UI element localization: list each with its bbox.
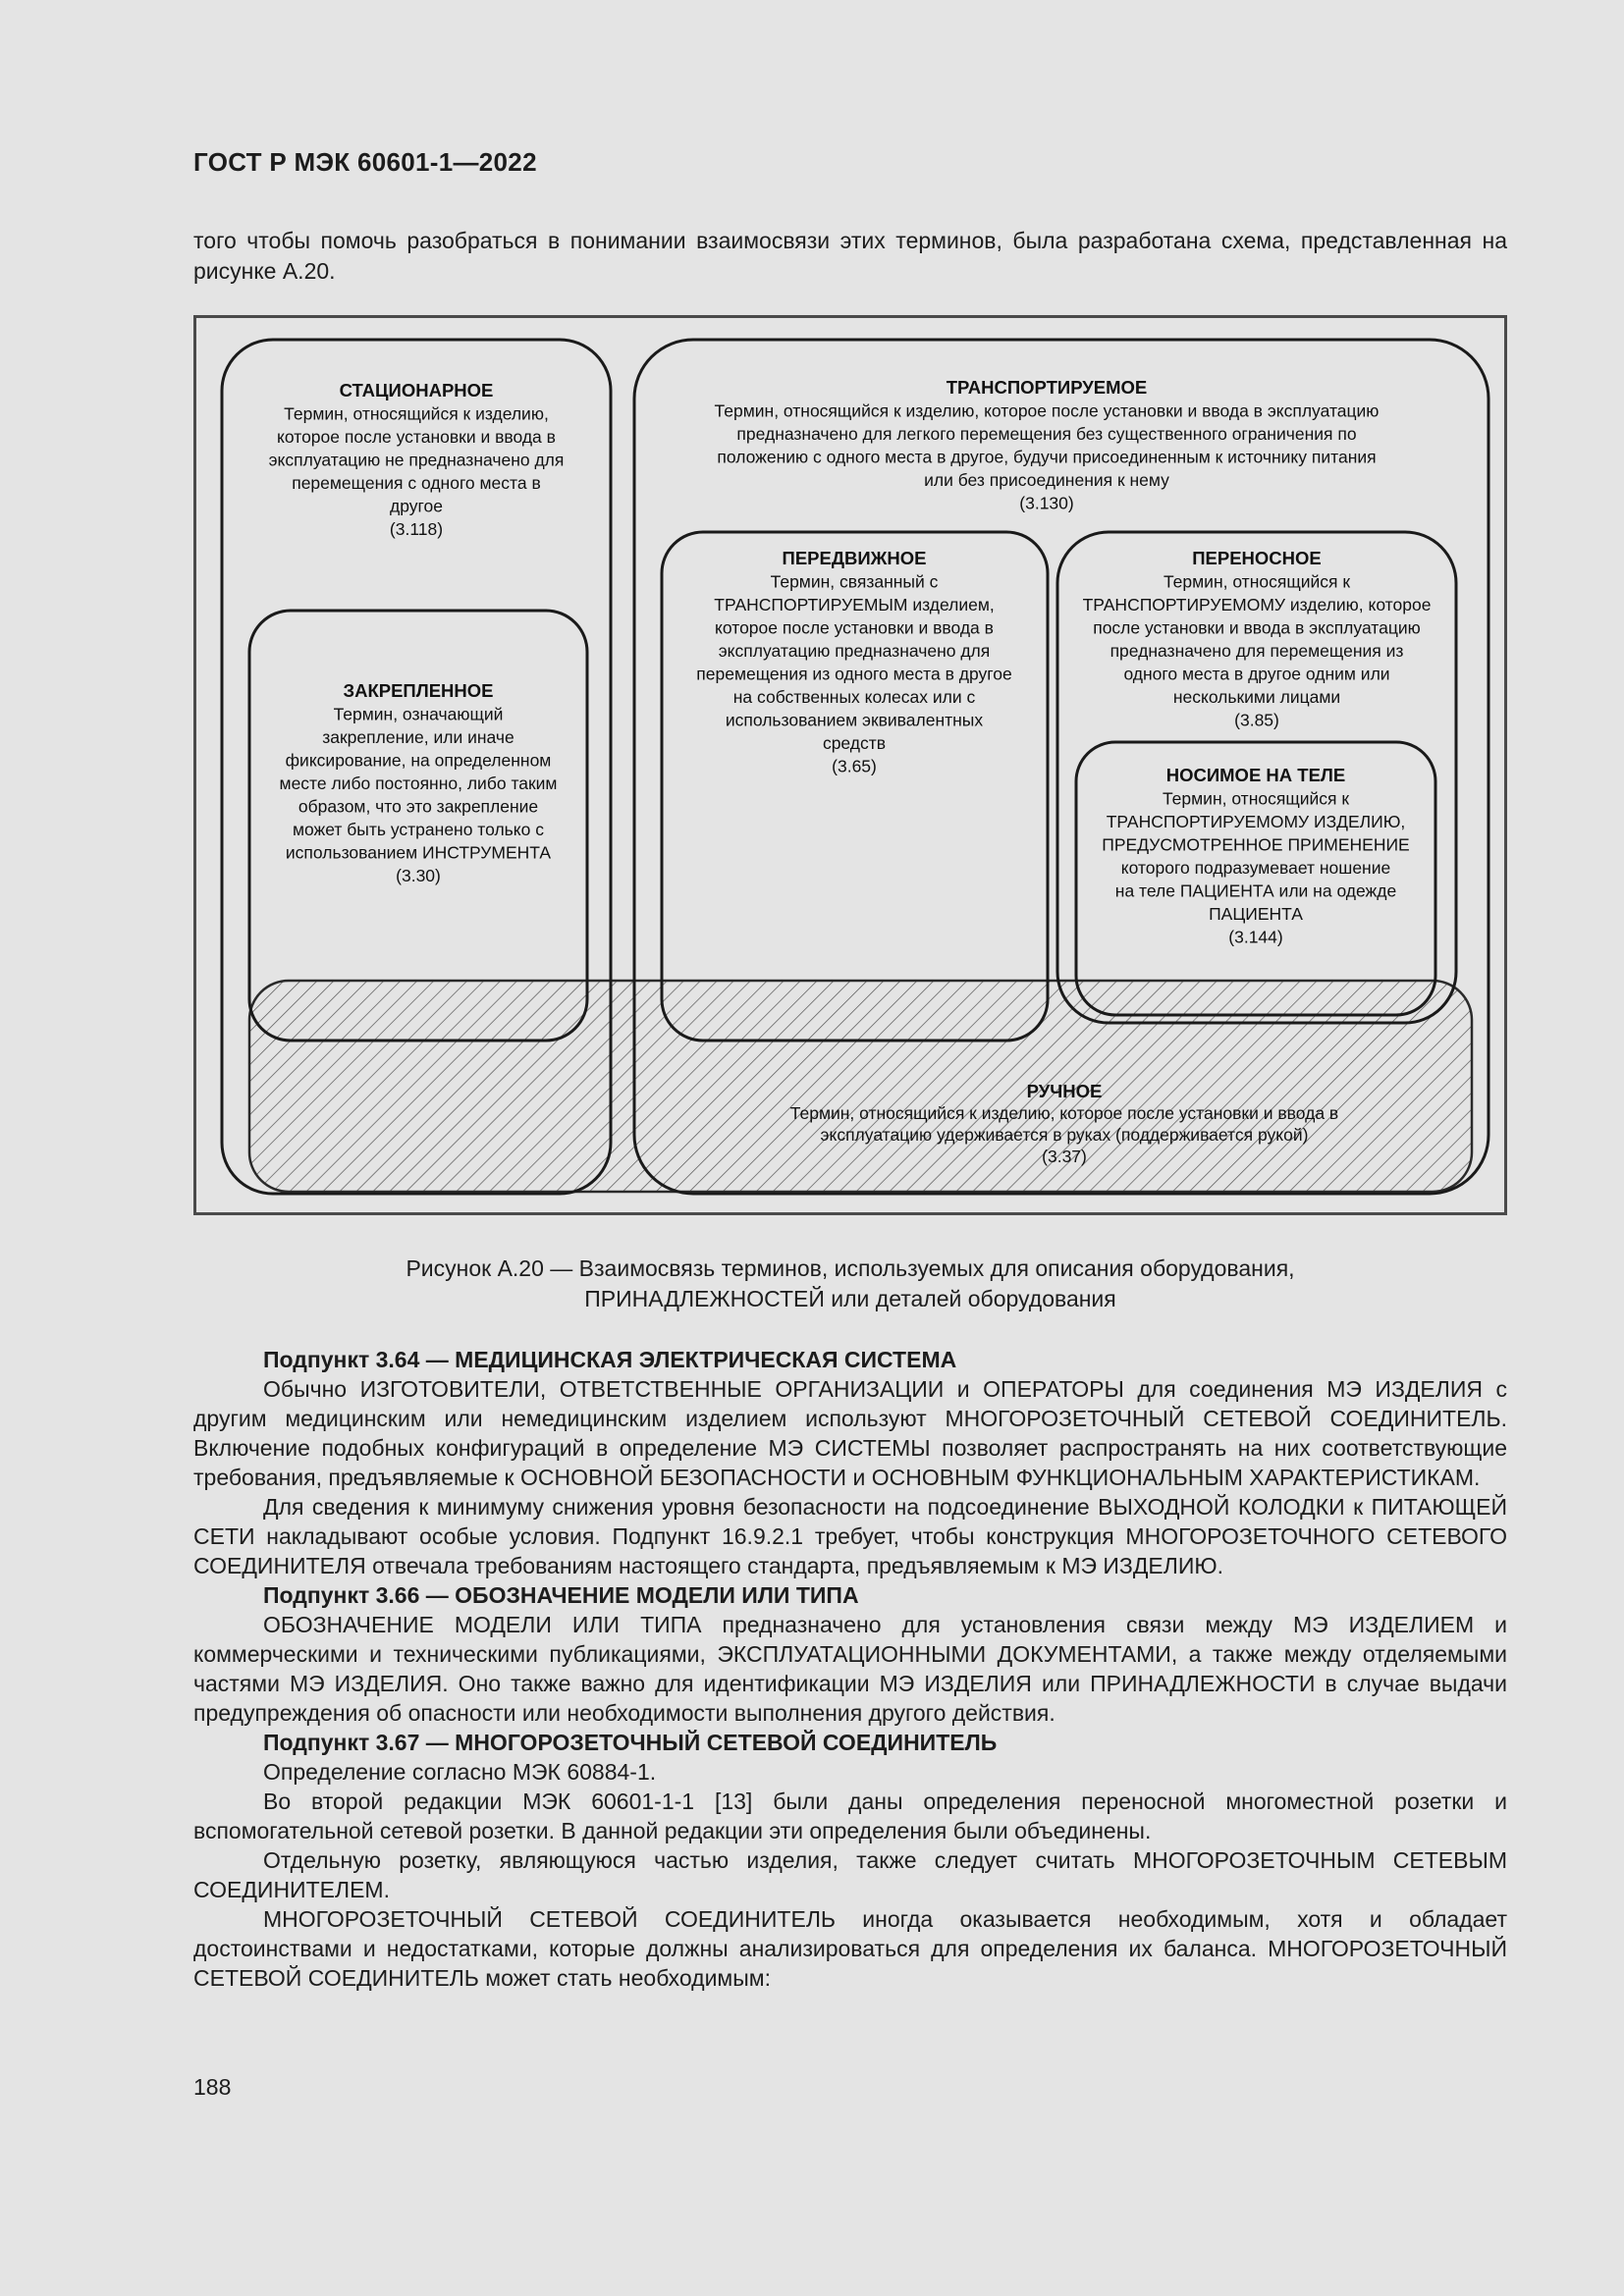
page-number: 188 — [193, 2074, 232, 2100]
hand-held-area — [249, 981, 1472, 1192]
portable-line: предназначено для перемещения из — [1110, 641, 1404, 661]
mobile-line: использованием эквивалентных — [725, 710, 984, 730]
hand-held-title: РУЧНОЕ — [1026, 1081, 1103, 1101]
body-text — [193, 1345, 1507, 1993]
transportable-line: или без присоединения к нему — [924, 470, 1169, 490]
fixed-title: ЗАКРЕПЛЕННОЕ — [343, 680, 494, 701]
body-worn-line: ПРЕДУСМОТРЕННОЕ ПРИМЕНЕНИЕ — [1102, 834, 1410, 855]
mobile-line: (3.65) — [832, 756, 877, 776]
subheading-3-66: Подпункт 3.66 — ОБОЗНАЧЕНИЕ МОДЕЛИ ИЛИ ТИПА — [263, 1582, 859, 1608]
fixed-line: Термин, означающий — [333, 704, 504, 724]
transportable-line: положению с одного места в другое, будучи присоединенным к источнику питания — [717, 447, 1377, 467]
transportable-title: ТРАНСПОРТИРУЕМОЕ — [946, 377, 1148, 398]
intro-paragraph: того чтобы помочь разобраться в понимании взаимосвязи этих терминов, была разработана схема, представленная на рисунке А.20. — [193, 228, 1507, 284]
portable-line: одного места в другое одним или — [1123, 664, 1390, 684]
fixed-line: фиксирование, на определенном — [285, 750, 552, 771]
hand-held-line: (3.37) — [1042, 1147, 1087, 1166]
portable-title: ПЕРЕНОСНОЕ — [1192, 548, 1322, 568]
mobile-line: Термин, связанный с — [770, 571, 939, 592]
body-worn-title: НОСИМОЕ НА ТЕЛЕ — [1165, 765, 1346, 785]
caption-line-2: ПРИНАДЛЕЖНОСТЕЙ или деталей оборудования — [584, 1286, 1116, 1311]
mobile-title: ПЕРЕДВИЖНОЕ — [782, 548, 927, 568]
terms-diagram — [196, 318, 1504, 1212]
stationary-line: (3.118) — [389, 519, 444, 539]
body-worn-line: на теле ПАЦИЕНТА или на одежде — [1114, 881, 1397, 901]
portable-text — [1083, 548, 1432, 730]
subheading-3-67: Подпункт 3.67 — МНОГОРОЗЕТОЧНЫЙ СЕТЕВОЙ СОЕДИНИТЕЛЬ — [263, 1730, 998, 1755]
paragraph: Отдельную розетку, являющуюся частью изделия, также следует считать МНОГОРОЗЕТОЧНЫМ СЕТЕВЫМ СОЕДИНИТЕЛЕМ. — [193, 1847, 1507, 1902]
caption-line-1: Рисунок А.20 — Взаимосвязь терминов, используемых для описания оборудования, — [406, 1255, 1295, 1281]
fixed-line: месте либо постоянно, либо таким — [279, 774, 558, 793]
fixed-text — [280, 680, 558, 885]
transportable-line: Термин, относящийся к изделию, которое после установки и ввода в эксплуатацию — [714, 400, 1380, 421]
stationary-line: которое после установки и ввода в — [277, 427, 556, 447]
hand-held-line: эксплуатацию удерживается в руках (поддерживается рукой) — [820, 1125, 1309, 1145]
fixed-line: использованием ИНСТРУМЕНТА — [285, 842, 552, 863]
body-worn-line: Термин, относящийся к — [1162, 788, 1350, 809]
mobile-text — [696, 548, 1011, 776]
paragraph: Для сведения к минимуму снижения уровня безопасности на подсоединение ВЫХОДНОЙ КОЛОДКИ к ПИТАЮЩЕЙ СЕТИ накладывают особые условия. Подпункт 16.9.2.1 требует, чтобы конструкция МНОГОРОЗЕТОЧНОГО СЕТЕВОГО СОЕДИНИТЕЛЯ отвечала требованиям настоящего стандарта, предъявляемым к МЭ ИЗДЕЛИЮ. — [193, 1494, 1507, 1578]
portable-line: ТРАНСПОРТИРУЕМОМУ изделию, которое — [1082, 595, 1432, 614]
stationary-line: перемещения с одного места в — [292, 473, 541, 493]
subheading-3-64: Подпункт 3.64 — МЕДИЦИНСКАЯ ЭЛЕКТРИЧЕСКАЯ СИСТЕМА — [263, 1347, 957, 1372]
body-worn-line: ПАЦИЕНТА — [1209, 904, 1303, 924]
stationary-title: СТАЦИОНАРНОЕ — [339, 380, 494, 400]
fixed-line: образом, что это закрепление — [298, 796, 539, 817]
portable-line: (3.85) — [1234, 710, 1279, 730]
document-header: ГОСТ Р МЭК 60601-1—2022 — [193, 147, 537, 177]
portable-line: Термин, относящийся к — [1163, 571, 1351, 592]
fixed-line: закрепление, или иначе — [322, 727, 514, 747]
portable-line: после установки и ввода в эксплуатацию — [1093, 617, 1421, 638]
paragraph: Обычно ИЗГОТОВИТЕЛИ, ОТВЕТСТВЕННЫЕ ОРГАНИЗАЦИИ и ОПЕРАТОРЫ для соединения МЭ ИЗДЕЛИЯ с другим медицинским или немедицинским изделием используют МНОГОРОЗЕТОЧНЫЙ СЕТЕВОЙ СОЕДИНИТЕЛЬ. Включение подобных конфигураций в определение МЭ СИСТЕМЫ позволяет распространять на них соответствующие требования, предъявляемые к ОСНОВНОЙ БЕЗОПАСНОСТИ и ОСНОВНЫМ ФУНКЦИОНАЛЬНЫМ ХАРАКТЕРИСТИКАМ. — [193, 1376, 1507, 1490]
mobile-line: эксплуатацию предназначено для — [718, 641, 991, 661]
paragraph: Определение согласно МЭК 60884-1. — [263, 1759, 657, 1785]
stationary-line: эксплуатацию не предназначено для — [268, 450, 565, 470]
paragraph: ОБОЗНАЧЕНИЕ МОДЕЛИ ИЛИ ТИПА предназначено для установления связи между МЭ ИЗДЕЛИЕМ и коммерческими и техническими публикациями, ЭКСПЛУАТАЦИОННЫМИ ДОКУМЕНТАМИ, а также между отделяемыми частями МЭ ИЗДЕЛИЯ. Оно также важно для идентификации МЭ ИЗДЕЛИЯ или ПРИНАДЛЕЖНОСТИ в случае выдачи предупреждения об опасности или необходимости выполнения другого действия. — [193, 1612, 1507, 1726]
mobile-line: средств — [822, 733, 887, 753]
fixed-line: может быть устранено только с — [292, 820, 545, 839]
transportable-line: предназначено для легкого перемещения без существенного ограничения по — [736, 424, 1357, 444]
paragraph: Во второй редакции МЭК 60601-1-1 [13] были даны определения переносной многоместной розетки и вспомогательной сетевой розетки. В данной редакции эти определения были объединены. — [193, 1789, 1507, 1843]
stationary-line: другое — [390, 496, 443, 516]
stationary-line: Термин, относящийся к изделию, — [284, 403, 549, 424]
mobile-line: которое после установки и ввода в — [715, 617, 994, 638]
stationary-text — [269, 380, 565, 539]
fixed-line: (3.30) — [396, 866, 441, 885]
mobile-line: ТРАНСПОРТИРУЕМЫМ изделием, — [714, 595, 995, 614]
portable-line: несколькими лицами — [1172, 687, 1341, 707]
figure-caption — [193, 1254, 1507, 1314]
body-worn-line: ТРАНСПОРТИРУЕМОМУ ИЗДЕЛИЮ, — [1106, 812, 1406, 831]
body-worn-line: (3.144) — [1228, 927, 1283, 947]
transportable-text — [715, 377, 1380, 513]
body-worn-text — [1102, 765, 1409, 947]
transportable-line: (3.130) — [1019, 493, 1074, 513]
mobile-line: перемещения из одного места в другое — [696, 664, 1012, 684]
body-worn-line: которого подразумевает ношение — [1120, 858, 1391, 878]
paragraph: МНОГОРОЗЕТОЧНЫЙ СЕТЕВОЙ СОЕДИНИТЕЛЬ иногда оказывается необходимым, хотя и обладает достоинствами и недостатками, которые должны анализироваться для определения их баланса. МНОГОРОЗЕТОЧНЫЙ СЕТЕВОЙ СОЕДИНИТЕЛЬ может стать необходимым: — [193, 1906, 1507, 1991]
figure-a20 — [193, 315, 1507, 1215]
hand-held-line: Термин, относящийся к изделию, которое после установки и ввода в — [789, 1103, 1339, 1123]
mobile-line: на собственных колесах или с — [732, 687, 976, 707]
